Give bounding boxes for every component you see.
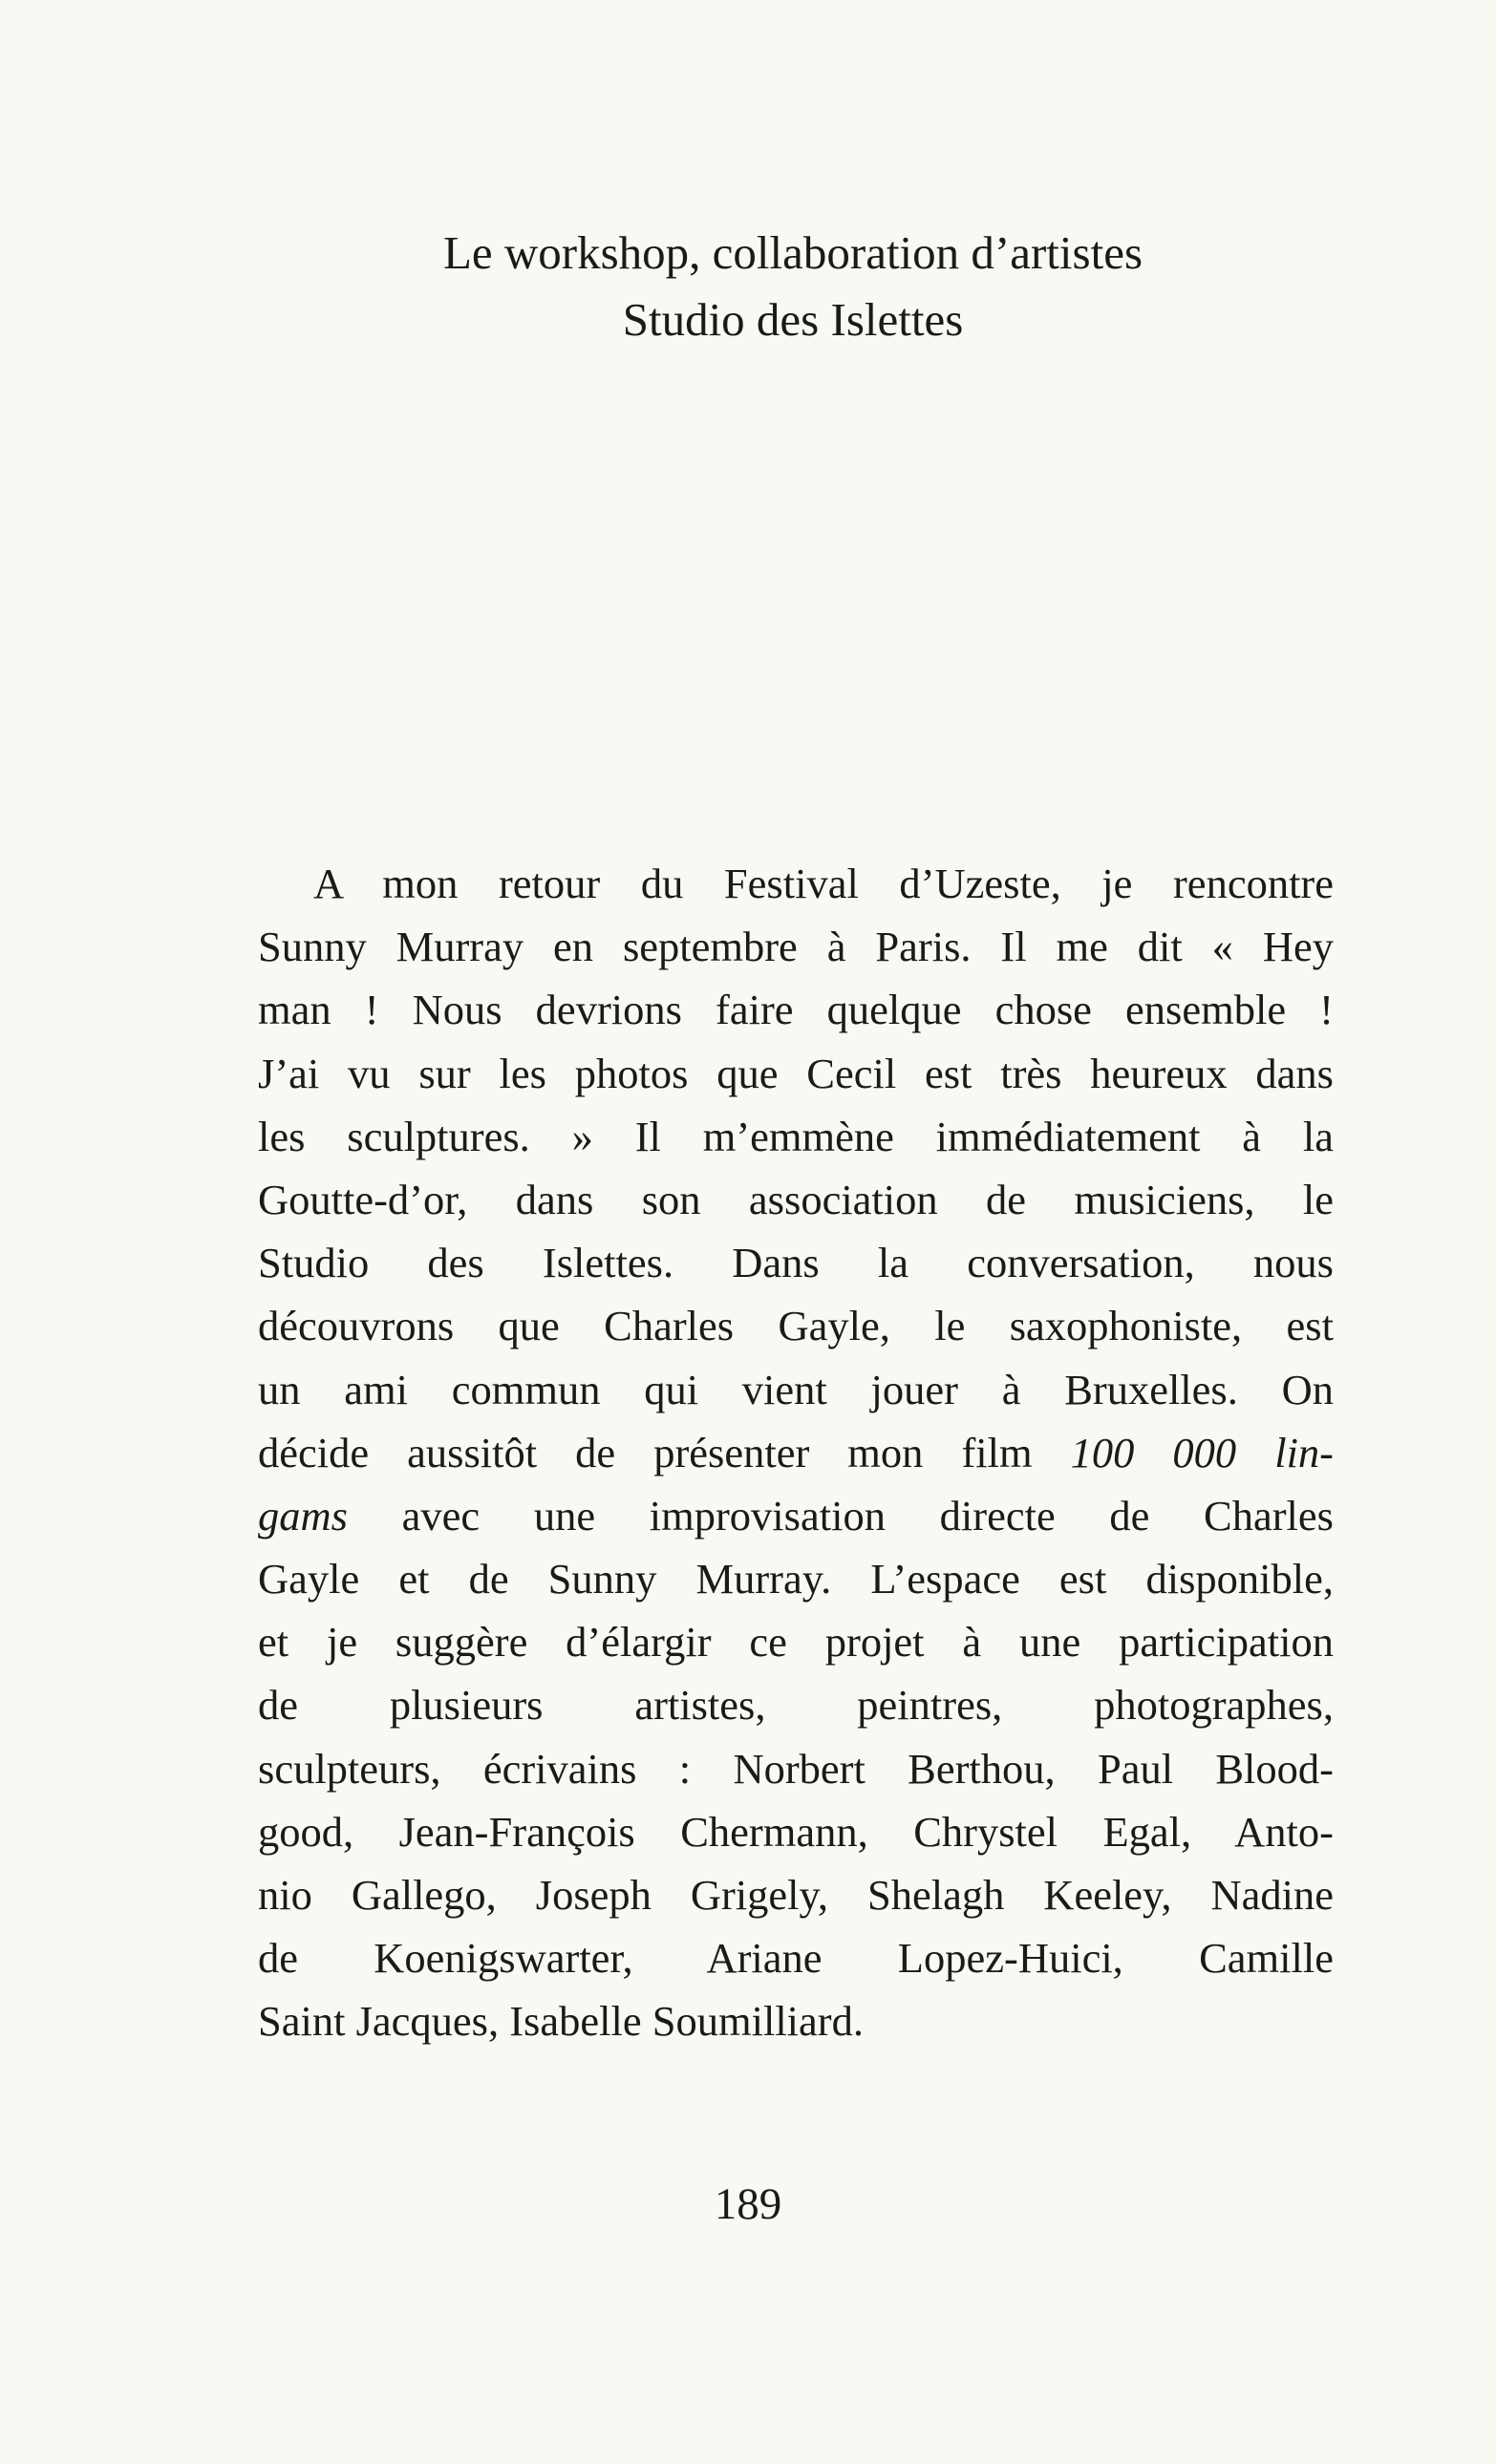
- body-paragraph: [258, 852, 1334, 2053]
- text-segment: décide aussitôt de présenter mon film: [258, 1428, 1071, 1476]
- text-line: et je suggère d’élargir ce projet à une participation: [258, 1618, 1334, 1667]
- text-line: Goutte-d’or, dans son association de musiciens, le: [258, 1175, 1334, 1223]
- page-number: 189: [714, 2179, 782, 2229]
- text-line: les sculptures. » Il m’emmène immédiatement à la: [258, 1112, 1334, 1160]
- text-line: découvrons que Charles Gayle, le saxophoniste, est: [258, 1302, 1334, 1350]
- text-line: J’ai vu sur les photos que Cecil est très heureux dans: [258, 1049, 1334, 1097]
- text-line: sculpteurs, écrivains : Norbert Berthou, Paul Blood-: [258, 1744, 1334, 1793]
- film-title-italic: gams: [258, 1491, 348, 1540]
- text-line: un ami commun qui vient jouer à Bruxelles. On: [258, 1365, 1334, 1413]
- heading-line-2: Studio des Islettes: [622, 293, 964, 346]
- text-line: A mon retour du Festival d’Uzeste, je rencontre: [313, 860, 1334, 907]
- text-line: man ! Nous devrions faire quelque chose ensemble !: [258, 986, 1334, 1034]
- text-line: nio Gallego, Joseph Grigely, Shelagh Keeley, Nadine: [258, 1871, 1334, 1919]
- text-line: [258, 1484, 1334, 1547]
- text-line: Gayle et de Sunny Murray. L’espace est disponible,: [258, 1555, 1334, 1604]
- text-line: Saint Jacques, Isabelle Soumilliard.: [258, 1997, 864, 2046]
- text-line: good, Jean-François Chermann, Chrystel Egal, Anto-: [258, 1807, 1334, 1856]
- text-line: [258, 1421, 1334, 1484]
- heading-line-1: Le workshop, collaboration d’artistes: [442, 226, 1143, 279]
- section-heading: [258, 220, 1328, 353]
- text-line: Sunny Murray en septembre à Paris. Il me dit « Hey: [258, 923, 1334, 971]
- film-title-italic: 100 000 lin-: [1070, 1428, 1334, 1476]
- text-segment: avec une improvisation directe de Charles: [347, 1491, 1334, 1540]
- text-line: de Koenigswarter, Ariane Lopez-Huici, Camille: [258, 1934, 1334, 1983]
- text-line: Studio des Islettes. Dans la conversation, nous: [258, 1239, 1334, 1287]
- text-line: de plusieurs artistes, peintres, photographes,: [258, 1681, 1334, 1730]
